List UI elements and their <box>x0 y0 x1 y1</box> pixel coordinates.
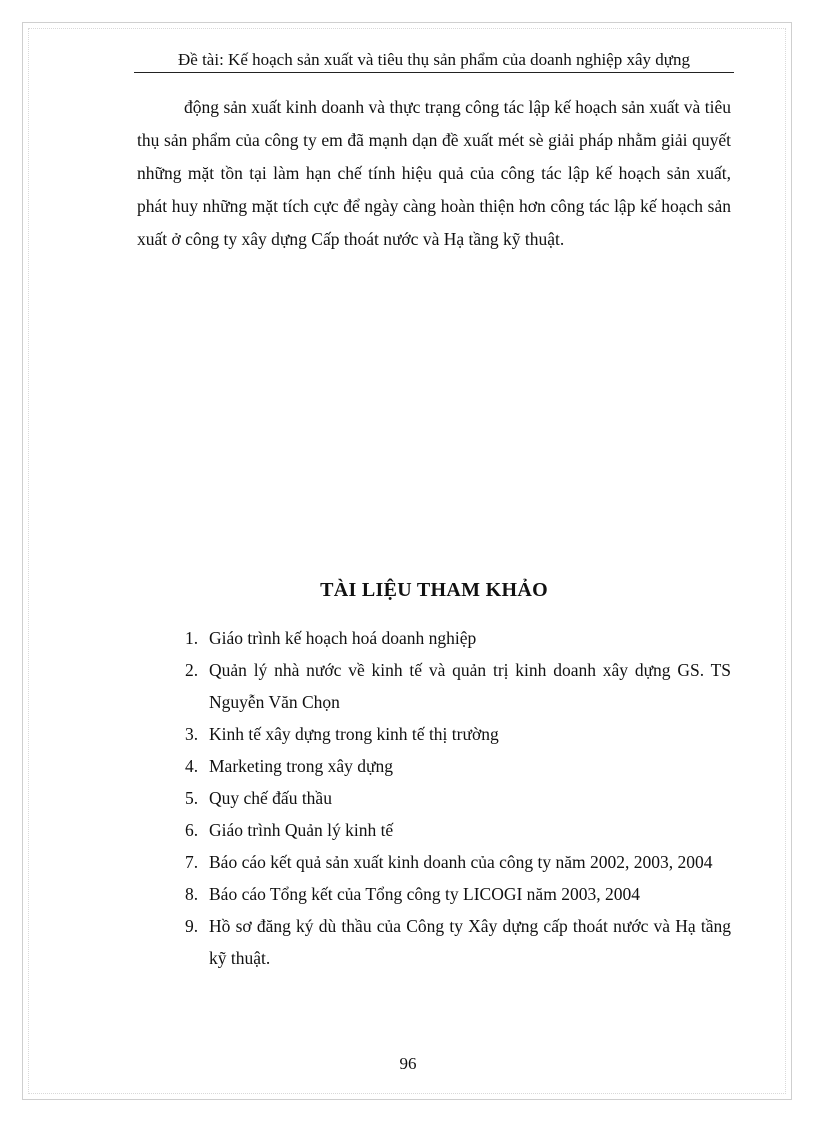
reference-item <box>185 750 731 782</box>
reference-text: Giáo trình kế hoạch hoá doanh nghiệp <box>209 628 477 648</box>
reference-text: Quy chế đấu thầu <box>209 788 332 808</box>
header-title: Đề tài: Kế hoạch sản xuất và tiêu thụ sản phẩm của doanh nghiệp xây dựng <box>178 50 690 69</box>
reference-text: Kinh tế xây dựng trong kinh tế thị trường <box>209 724 499 744</box>
reference-number: 9. <box>185 916 199 936</box>
reference-text: Giáo trình Quản lý kinh tế <box>209 820 394 840</box>
reference-number: 5. <box>185 788 199 808</box>
reference-item <box>185 718 731 750</box>
reference-item <box>185 654 731 718</box>
references-title: TÀI LIỆU THAM KHẢO <box>320 579 548 601</box>
reference-number: 6. <box>185 820 199 840</box>
reference-item <box>185 878 731 910</box>
reference-number: 4. <box>185 756 199 776</box>
reference-number: 8. <box>185 884 199 904</box>
reference-item <box>185 782 731 814</box>
reference-number: 1. <box>185 628 199 648</box>
reference-item <box>185 846 731 878</box>
intro-paragraph: động sản xuất kinh doanh và thực trạng công tác lập kế hoạch sản xuất và tiêu thụ sản phẩm của công ty em đã mạnh dạn đề xuất mét sè giải pháp nhằm giải quyết những mặt tồn tại làm hạn chế tính hiệu quả của công tác lập kế hoạch sản xuất, phát huy những mặt tích cực để ngày càng hoàn thiện hơn công tác lập kế hoạch sản xuất ở công ty xây dựng Cấp thoát nước và Hạ tầng kỹ thuật. <box>137 97 731 249</box>
references-list <box>185 622 731 974</box>
page-number: 96 <box>399 1054 417 1073</box>
reference-number: 7. <box>185 852 199 872</box>
reference-text: Báo cáo Tổng kết của Tổng công ty LICOGI năm 2003, 2004 <box>209 884 640 904</box>
reference-text: Marketing trong xây dựng <box>209 756 393 776</box>
reference-text: Quản lý nhà nước về kinh tế và quản trị kinh doanh xây dựng GS. TS Nguyễn Văn Chọn <box>209 660 731 712</box>
reference-item <box>185 814 731 846</box>
reference-text: Hồ sơ đăng ký dù thầu của Công ty Xây dựng cấp thoát nước và Hạ tầng kỹ thuật. <box>209 916 731 968</box>
reference-number: 3. <box>185 724 199 744</box>
reference-text: Báo cáo kết quả sản xuất kinh doanh của công ty năm 2002, 2003, 2004 <box>209 852 713 872</box>
page-header <box>134 48 734 73</box>
reference-item <box>185 910 731 974</box>
reference-number: 2. <box>185 660 199 680</box>
reference-item <box>185 622 731 654</box>
